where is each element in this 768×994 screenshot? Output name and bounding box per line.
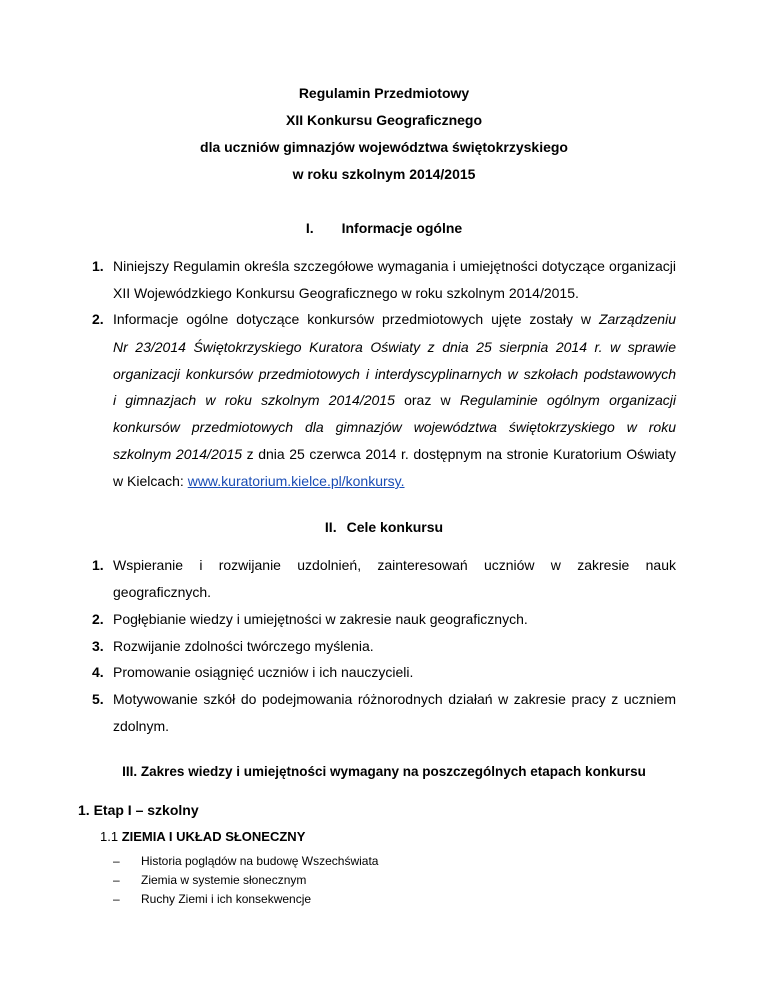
paragraph-line: Niniejszy Regulamin określa szczegółowe wymagania i umiejętności dotyczące organizacji (113, 258, 676, 274)
dash-bullet-icon: – (113, 854, 120, 868)
doc-title-line-2: XII Konkursu Geograficznego (285, 112, 483, 128)
list-number: 2. (92, 611, 104, 627)
paragraph-line: w Kielcach: www.kuratorium.kielce.pl/konkursy. (113, 473, 405, 489)
paragraph-line: Pogłębianie wiedzy i umiejętności w zakresie nauk geograficznych. (113, 611, 528, 627)
list-number: 5. (92, 691, 104, 707)
subsection-heading: 1.1 ZIEMIA I UKŁAD SŁONECZNY (100, 829, 306, 844)
paragraph-line: szkolnym 2014/2015 z dnia 25 czerwca 2014 r. dostępnym na stronie Kuratorium Oświaty (113, 446, 676, 462)
section-heading-2 (0, 518, 768, 536)
section-heading-1 (0, 219, 768, 237)
paragraph-line: Promowanie osiągnięć uczniów i ich nauczycieli. (113, 664, 414, 680)
list-number: 1. (92, 258, 104, 274)
paragraph-line: Nr 23/2014 Świętokrzyskiego Kuratora Oświaty z dnia 25 sierpnia 2014 r. w sprawie (113, 339, 676, 355)
list-number: 3. (92, 638, 104, 654)
section-heading-3: III. Zakres wiedzy i umiejętności wymagany na poszczególnych etapach konkursu (122, 764, 646, 779)
list-number: 2. (92, 311, 104, 327)
list-item: – Ziemia w systemie słonecznym (113, 873, 307, 887)
paragraph-line: i gimnazjach w roku szkolnym 2014/2015 oraz w Regulaminie ogólnym organizacji (113, 392, 676, 408)
list-item: – Historia poglądów na budowę Wszechświata (113, 854, 379, 868)
list-item: – Ruchy Ziemi i ich konsekwencje (113, 892, 312, 906)
doc-title-line-3: dla uczniów gimnazjów województwa świętokrzyskiego (200, 139, 568, 155)
paragraph-line: zdolnym. (113, 718, 170, 734)
paragraph-line: XII Wojewódzkiego Konkursu Geograficznego w roku szkolnym 2014/2015. (113, 285, 579, 301)
list-number: 1. (92, 557, 104, 573)
paragraph-line: Rozwijanie zdolności twórczego myślenia. (113, 638, 374, 654)
paragraph-line: konkursów przedmiotowych dla gimnazjów województwa świętokrzyskiego w roku (113, 419, 676, 435)
section-number: I. (305, 220, 314, 236)
paragraph-line: Wspieranie i rozwijanie uzdolnień, zainteresowań uczniów w zakresie nauk (113, 557, 676, 573)
section-title: Informacje ogólne (341, 220, 463, 236)
paragraph-line: Informacje ogólne dotyczące konkursów przedmiotowych ujęte zostały w Zarządzeniu (113, 311, 676, 327)
kuratorium-link[interactable]: www.kuratorium.kielce.pl/konkursy. (187, 473, 405, 489)
paragraph-line: organizacji konkursów przedmiotowych i interdyscyplinarnych w szkołach podstawowych (113, 366, 676, 382)
list-number: 4. (92, 664, 104, 680)
section-number: II. (324, 519, 337, 535)
doc-title-line-4: w roku szkolnym 2014/2015 (292, 166, 476, 182)
doc-title-line-1: Regulamin Przedmiotowy (298, 85, 470, 101)
dash-bullet-icon: – (113, 873, 120, 887)
dash-bullet-icon: – (113, 892, 120, 906)
paragraph-line: geograficznych. (113, 584, 212, 600)
etap-heading: 1. Etap I – szkolny (78, 802, 199, 818)
section-title: Cele konkursu (346, 519, 444, 535)
paragraph-line: Motywowanie szkół do podejmowania różnorodnych działań w zakresie pracy z uczniem (113, 691, 676, 707)
